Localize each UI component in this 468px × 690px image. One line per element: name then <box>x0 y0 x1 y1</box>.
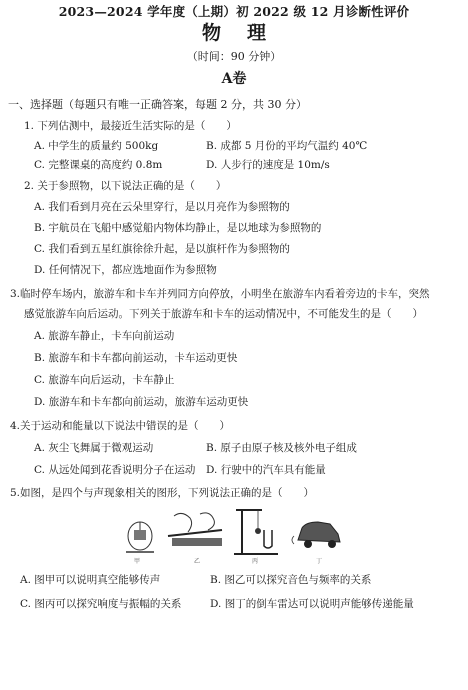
question-3-stem-line-1: 3.临时停车场内，旅游车和卡车并列同方向停放，小明坐在旅游车内看着旁边的卡车，突然 <box>10 288 430 300</box>
question-1-option-b: B. 成都 5 月份的平均气温约 40℃ <box>206 140 368 152</box>
question-5-figures <box>120 506 350 565</box>
question-2-option-d: D. 任何情况下，都应选地面作为参照物 <box>34 264 217 276</box>
question-1-option-a: A. 中学生的质量约 500kg <box>34 140 159 152</box>
volume-heading: A卷 <box>221 71 247 87</box>
question-4-option-a: A. 灰尘飞舞属于微观运动 <box>34 442 154 454</box>
question-3-option-d: D. 旅游车和卡车都向前运动，旅游车运动更快 <box>34 396 249 408</box>
question-1-option-c: C. 完整课桌的高度约 0.8m <box>34 159 163 171</box>
question-4-option-b: B. 原子由原子核及核外电子组成 <box>206 442 357 454</box>
subject-title: 物理 <box>201 22 292 44</box>
question-1-stem: 1. 下列估测中，最接近生活实际的是（ ） <box>24 120 237 132</box>
question-2-option-a: A. 我们看到月亮在云朵里穿行，是以月亮作为参照物的 <box>34 201 290 213</box>
question-2-stem: 2. 关于参照物，以下说法正确的是（ ） <box>24 180 227 192</box>
question-2-option-b: B. 宇航员在飞船中感觉船内物体均静止，是以地球为参照物的 <box>34 222 322 234</box>
question-5-option-d: D. 图丁的倒车雷达可以说明声能够传递能量 <box>210 598 414 610</box>
question-1-option-d: D. 人步行的速度是 10m/s <box>206 159 330 171</box>
question-3-option-a: A. 旅游车静止，卡车向前运动 <box>34 330 175 342</box>
question-5-option-a: A. 图甲可以说明真空能够传声 <box>20 574 161 586</box>
question-4-stem: 4.关于运动和能量以下说法中错误的是（ ） <box>10 420 231 432</box>
exam-title: 2023—2024 学年度（上期）初 2022 级 12 月诊断性评价 <box>58 4 410 19</box>
question-5-option-b: B. 图乙可以探究音色与频率的关系 <box>210 574 372 586</box>
figure-label-ding: 丁 <box>316 558 323 565</box>
question-3-option-c: C. 旅游车向后运动，卡车静止 <box>34 374 175 386</box>
question-3-option-b: B. 旅游车和卡车都向前运动，卡车运动更快 <box>34 352 238 364</box>
question-4-option-c: C. 从远处闻到花香说明分子在运动 <box>34 464 196 476</box>
question-4-option-d: D. 行驶中的汽车具有能量 <box>206 464 326 476</box>
question-2-option-c: C. 我们看到五星红旗徐徐升起，是以旗杆作为参照物的 <box>34 243 290 255</box>
figure-label-jia: 甲 <box>134 558 141 565</box>
question-5-stem: 5.如图，是四个与声现象相关的图形，下列说法正确的是（ ） <box>10 487 315 499</box>
exam-duration: （时间：90 分钟） <box>186 50 282 63</box>
question-5-option-c: C. 图丙可以探究响度与振幅的关系 <box>20 598 182 610</box>
figure-label-yi: 乙 <box>194 558 201 565</box>
figure-yi-ruler-icon <box>164 506 226 562</box>
figure-label-bing: 丙 <box>252 558 259 565</box>
figure-bing-tuning-fork-icon <box>232 506 282 562</box>
figure-ding-car-radar-icon <box>290 506 346 562</box>
section-heading: 一、选择题（每题只有唯一正确答案，每题 2 分，共 30 分） <box>8 98 307 111</box>
figure-jia-bell-jar-icon <box>120 506 160 562</box>
question-3-stem-line-2: 感觉旅游车向后运动。下列关于旅游车和卡车的运动情况中，不可能发生的是（ ） <box>24 308 423 320</box>
